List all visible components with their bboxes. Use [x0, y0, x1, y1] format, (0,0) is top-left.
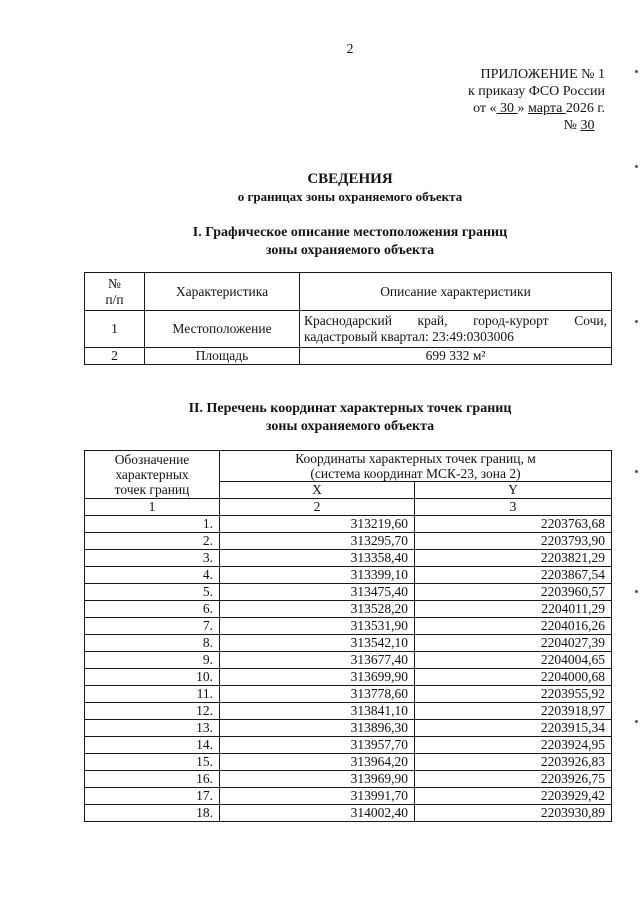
table-row	[85, 771, 612, 788]
appendix-order: к приказу ФСО России	[467, 84, 605, 99]
row-characteristic: Площадь	[145, 348, 300, 365]
y-coordinate-cell: 2203793,90	[415, 533, 612, 550]
appendix-header	[430, 66, 605, 134]
x-coordinate-cell: 313542,10	[220, 635, 415, 652]
y-coordinate-cell: 2204011,29	[415, 601, 612, 618]
coords-header-row	[85, 451, 612, 482]
table-row	[85, 635, 612, 652]
section2-title-line2: зоны охраняемого объекта	[265, 419, 435, 434]
number-prefix: №	[563, 118, 581, 133]
y-coordinate-cell: 2204027,39	[415, 635, 612, 652]
table-row	[85, 703, 612, 720]
x-coordinate-cell: 313295,70	[220, 533, 415, 550]
scan-mark	[635, 590, 638, 593]
point-id-cell: 9.	[85, 652, 220, 669]
appendix-label: ПРИЛОЖЕНИЕ № 1	[480, 67, 605, 82]
y-coordinate-cell: 2203930,89	[415, 805, 612, 822]
page-number: 2	[346, 42, 354, 57]
x-coordinate-cell: 313778,60	[220, 686, 415, 703]
table-row	[85, 754, 612, 771]
number-value: 30	[580, 118, 595, 133]
appendix-number	[430, 117, 605, 134]
description-line1: Краснодарский край, город-курорт Сочи,	[304, 313, 607, 328]
point-id-cell: 14.	[85, 737, 220, 754]
point-id-cell: 7.	[85, 618, 220, 635]
date-prefix: от «	[473, 101, 497, 116]
y-coordinate-cell: 2203929,42	[415, 788, 612, 805]
row-description	[300, 311, 612, 348]
y-coordinate-cell: 2203918,97	[415, 703, 612, 720]
point-id-cell: 6.	[85, 601, 220, 618]
point-id-cell: 5.	[85, 584, 220, 601]
section1-title-line2: зоны охраняемого объекта	[265, 243, 435, 258]
header-point-line3: точек границ	[114, 482, 190, 497]
y-coordinate-cell: 2204016,26	[415, 618, 612, 635]
table-row	[85, 584, 612, 601]
x-coordinate-cell: 313219,60	[220, 516, 415, 533]
coordinates-body	[85, 516, 612, 822]
header-description: Описание характеристики	[300, 273, 612, 311]
point-id-cell: 17.	[85, 788, 220, 805]
scan-mark	[635, 470, 638, 473]
document-title: СВЕДЕНИЯ	[307, 171, 393, 187]
row-num: 1	[85, 311, 145, 348]
description-line2: кадастровый квартал: 23:49:0303006	[304, 329, 514, 344]
header-num	[85, 273, 145, 311]
date-mid: »	[517, 101, 525, 116]
table-row	[85, 669, 612, 686]
header-coords-line1: Координаты характерных точек границ, м	[295, 451, 536, 466]
table-header-row	[85, 273, 612, 311]
x-coordinate-cell: 313531,90	[220, 618, 415, 635]
table-row	[85, 601, 612, 618]
point-id-cell: 11.	[85, 686, 220, 703]
point-id-cell: 15.	[85, 754, 220, 771]
x-coordinate-cell: 314002,40	[220, 805, 415, 822]
y-coordinate-cell: 2203926,75	[415, 771, 612, 788]
coordinates-table	[84, 450, 612, 822]
scan-mark	[635, 720, 638, 723]
point-id-cell: 18.	[85, 805, 220, 822]
point-id-cell: 1.	[85, 516, 220, 533]
date-month: марта	[528, 101, 566, 116]
scan-mark	[635, 165, 638, 168]
point-id-cell: 4.	[85, 567, 220, 584]
y-coordinate-cell: 2204004,65	[415, 652, 612, 669]
x-coordinate-cell: 313358,40	[220, 550, 415, 567]
point-id-cell: 10.	[85, 669, 220, 686]
table-row	[85, 720, 612, 737]
header-num-line1: №	[108, 275, 121, 291]
row-characteristic: Местоположение	[145, 311, 300, 348]
point-id-cell: 3.	[85, 550, 220, 567]
header-x: X	[220, 482, 415, 499]
table-row	[85, 516, 612, 533]
column-number-1: 1	[85, 499, 220, 516]
section2-title-line1: II. Перечень координат характерных точек границ	[188, 401, 512, 416]
y-coordinate-cell: 2203960,57	[415, 584, 612, 601]
x-coordinate-cell: 313964,20	[220, 754, 415, 771]
document-subtitle: о границах зоны охраняемого объекта	[237, 189, 463, 204]
table-row	[85, 533, 612, 550]
point-id-cell: 8.	[85, 635, 220, 652]
location-table	[84, 272, 612, 365]
header-point-line1: Обозначение	[114, 452, 190, 467]
y-coordinate-cell: 2203867,54	[415, 567, 612, 584]
scan-mark	[635, 70, 638, 73]
y-coordinate-cell: 2204000,68	[415, 669, 612, 686]
row-description: 699 332 м²	[300, 348, 612, 365]
column-number-row	[85, 499, 612, 516]
y-coordinate-cell: 2203926,83	[415, 754, 612, 771]
point-id-cell: 16.	[85, 771, 220, 788]
x-coordinate-cell: 313896,30	[220, 720, 415, 737]
section1-title	[0, 224, 640, 260]
date-year: 2026 г.	[565, 101, 605, 116]
header-num-line2: п/п	[105, 291, 124, 307]
y-coordinate-cell: 2203763,68	[415, 516, 612, 533]
table-row	[85, 618, 612, 635]
y-coordinate-cell: 2203924,95	[415, 737, 612, 754]
table-row	[85, 686, 612, 703]
x-coordinate-cell: 313399,10	[220, 567, 415, 584]
x-coordinate-cell: 313841,10	[220, 703, 415, 720]
point-id-cell: 12.	[85, 703, 220, 720]
table-row	[85, 348, 612, 365]
table-row	[85, 652, 612, 669]
table-row	[85, 737, 612, 754]
header-point-line2: характерных	[115, 467, 189, 482]
header-point-designation	[85, 451, 220, 499]
table-row	[85, 550, 612, 567]
appendix-date	[430, 100, 605, 117]
y-coordinate-cell: 2203821,29	[415, 550, 612, 567]
x-coordinate-cell: 313699,90	[220, 669, 415, 686]
header-characteristic: Характеристика	[145, 273, 300, 311]
x-coordinate-cell: 313677,40	[220, 652, 415, 669]
header-y: Y	[415, 482, 612, 499]
x-coordinate-cell: 313957,70	[220, 737, 415, 754]
x-coordinate-cell: 313528,20	[220, 601, 415, 618]
x-coordinate-cell: 313991,70	[220, 788, 415, 805]
point-id-cell: 13.	[85, 720, 220, 737]
table-row	[85, 788, 612, 805]
point-id-cell: 2.	[85, 533, 220, 550]
y-coordinate-cell: 2203915,34	[415, 720, 612, 737]
column-number-2: 2	[220, 499, 415, 516]
section1-title-line1: I. Графическое описание местоположения границ	[192, 225, 508, 240]
column-number-3: 3	[415, 499, 612, 516]
header-coordinates	[220, 451, 612, 482]
table-row	[85, 567, 612, 584]
section2-title	[0, 400, 640, 436]
header-coords-line2: (система координат МСК-23, зона 2)	[310, 466, 521, 481]
table-row	[85, 311, 612, 348]
row-num: 2	[85, 348, 145, 365]
date-day: 30	[496, 101, 518, 116]
table-row	[85, 805, 612, 822]
x-coordinate-cell: 313475,40	[220, 584, 415, 601]
x-coordinate-cell: 313969,90	[220, 771, 415, 788]
scan-mark	[635, 320, 638, 323]
y-coordinate-cell: 2203955,92	[415, 686, 612, 703]
